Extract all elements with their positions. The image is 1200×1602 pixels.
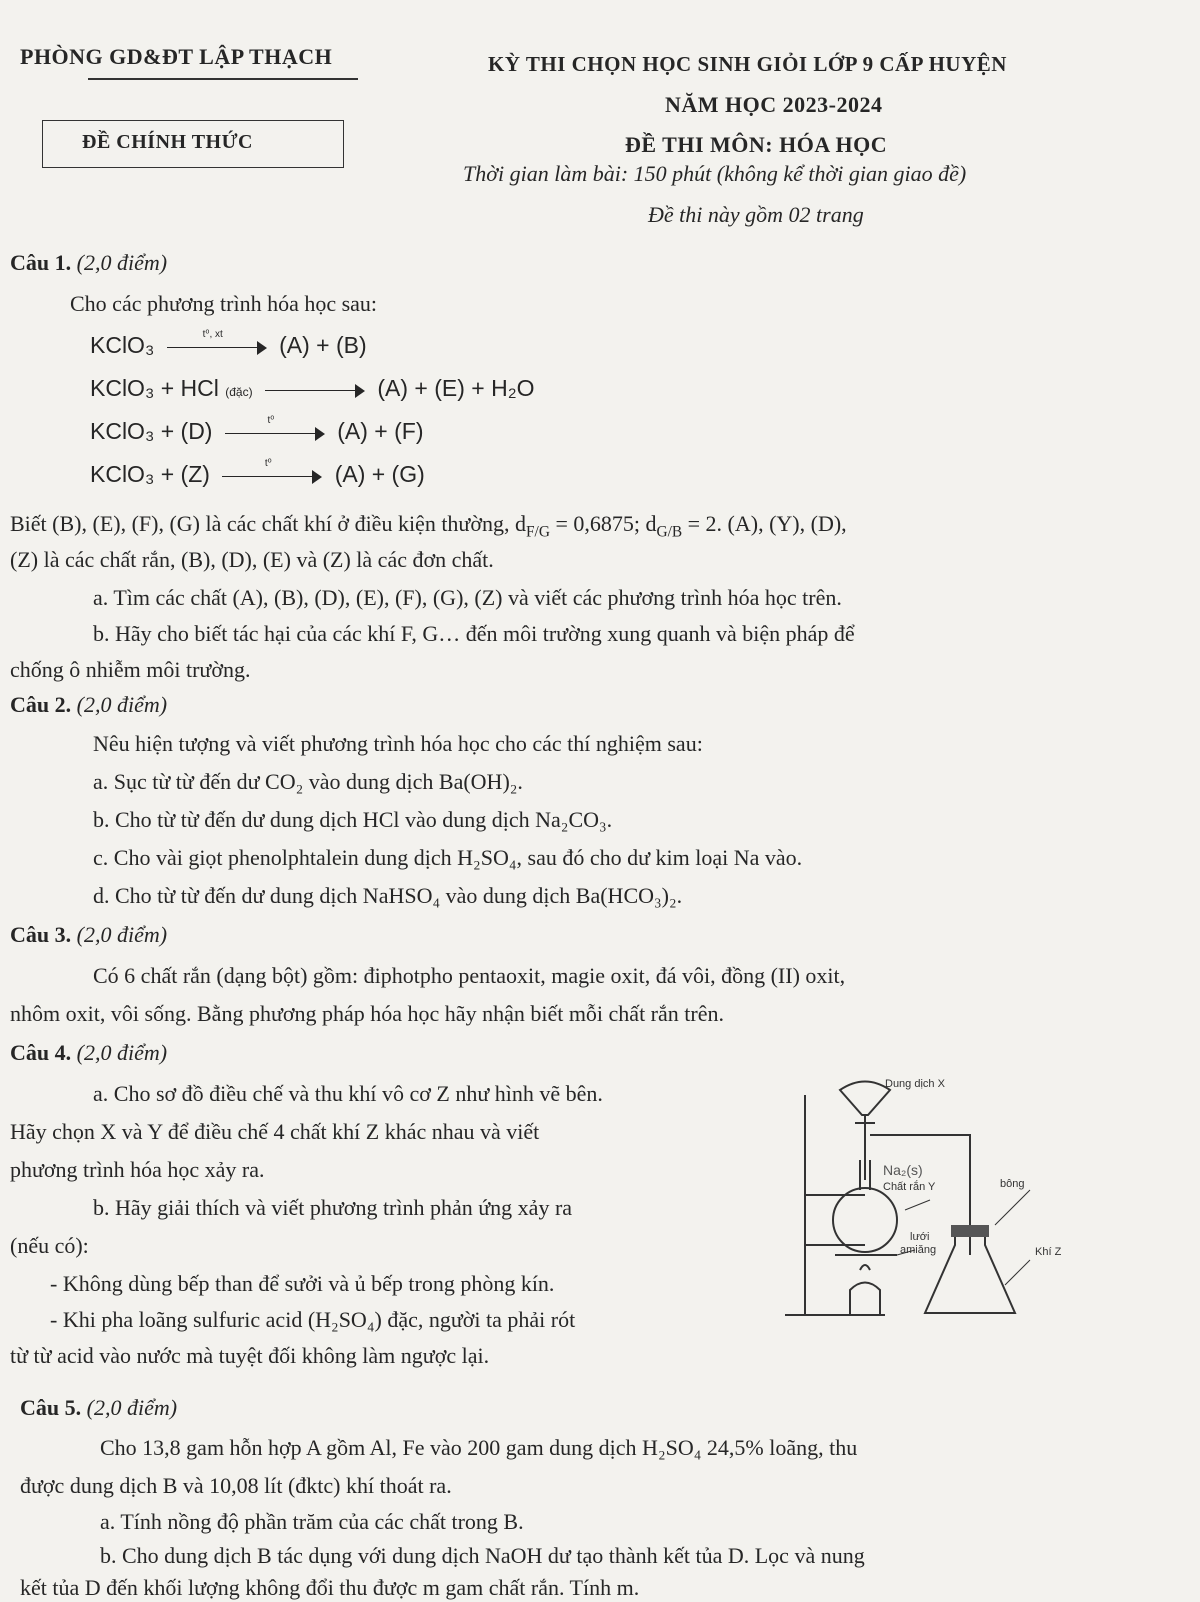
reaction-arrow-icon — [222, 457, 322, 486]
exam-time: Thời gian làm bài: 150 phút (không kể thời gian giao đề) — [463, 161, 967, 186]
density-ratio-gb: G/B — [656, 523, 683, 541]
question-5-part-b: b. Cho dung dịch B tác dụng với dung dịch NaOH dư tạo thành kết tủa D. Lọc và nung — [100, 1543, 865, 1568]
question-1-part-b: b. Hãy cho biết tác hại của các khí F, G… đến môi trường xung quanh và biện pháp để — [93, 621, 855, 646]
question-1-line-1-mid: = 0,6875; d — [549, 511, 657, 536]
label-solid-y: Chất rắn Y — [883, 1181, 936, 1193]
question-4-part-a-line-3: phương trình hóa học xảy ra. — [10, 1157, 265, 1182]
question-1-part-a: a. Tìm các chất (A), (B), (D), (E), (F), (G), (Z) và viết các phương trình hóa học trên. — [93, 585, 842, 610]
density-ratio-fg: F/G — [526, 523, 550, 541]
question-5-part-a: a. Tính nồng độ phần trăm của các chất trong B. — [100, 1509, 524, 1534]
question-1-title: Câu 1. — [10, 250, 72, 275]
question-3-line-1: Có 6 chất rắn (dạng bột) gồm: điphotpho pentaoxit, magie oxit, đá vôi, đồng (II) oxit, — [93, 963, 846, 988]
question-1-line-2: (Z) là các chất rắn, (B), (D), (E) và (Z) là các đơn chất. — [10, 547, 494, 572]
department-name: PHÒNG GD&ĐT LẬP THẠCH — [20, 44, 333, 69]
question-4-points: (2,0 điểm) — [76, 1040, 168, 1065]
question-5-part-b-cont: kết tủa D đến khối lượng không đổi thu được m gam chất rắn. Tính m. — [20, 1575, 640, 1600]
question-4-bullet-2-cont: từ từ acid vào nước mà tuyệt đối không làm ngược lại. — [10, 1343, 490, 1368]
question-5-line-2: được dung dịch B và 10,08 lít (đktc) khí thoát ra. — [20, 1473, 452, 1498]
label-gas-z: Khí Z — [1035, 1246, 1062, 1258]
handwritten-note: Na₂(s) — [883, 1162, 923, 1178]
cotton-plug — [951, 1225, 989, 1237]
equation-3 — [90, 414, 424, 445]
equation-1 — [90, 328, 367, 359]
school-year: NĂM HỌC 2023-2024 — [665, 92, 883, 117]
question-4-title: Câu 4. — [10, 1040, 72, 1065]
question-1-heading — [10, 250, 167, 276]
page-count: Đề thi này gồm 02 trang — [648, 202, 864, 227]
burner-flame — [860, 1265, 870, 1270]
label-gauze: lưới — [910, 1231, 930, 1243]
question-4-heading — [10, 1040, 167, 1066]
question-2-heading — [10, 692, 167, 718]
exam-subject: ĐỀ THI MÔN: HÓA HỌC — [625, 132, 888, 157]
question-2-title: Câu 2. — [10, 692, 72, 717]
question-4-bullet-1: - Không dùng bếp than để sưởi và ủ bếp trong phòng kín. — [50, 1271, 555, 1296]
equation-1-condition: t⁰, xt — [202, 328, 223, 340]
question-1-intro: Cho các phương trình hóa học sau: — [70, 291, 378, 316]
question-3-title: Câu 3. — [10, 922, 72, 947]
question-1-line-1-end: = 2. (A), (Y), (D), — [682, 511, 847, 536]
question-5-points: (2,0 điểm) — [86, 1395, 178, 1420]
question-5-heading — [20, 1395, 177, 1421]
gas-preparation-apparatus-diagram — [765, 1075, 1105, 1330]
burner — [850, 1283, 880, 1316]
dropping-funnel — [840, 1082, 890, 1116]
question-1-line-1-text: Biết (B), (E), (F), (G) là các chất khí ở điều kiện thường, d — [10, 511, 526, 536]
reaction-flask — [833, 1188, 897, 1252]
question-4-bullet-2: - Khi pha loãng sulfuric acid (H₂SO₄) đặc, người ta phải rót — [50, 1307, 576, 1332]
question-2-part-d: d. Cho từ từ đến dư dung dịch NaHSO₄ vào dung dịch Ba(HCO₃)₂. — [93, 883, 683, 908]
equation-2 — [90, 375, 535, 402]
reaction-arrow-icon — [265, 380, 365, 400]
question-1-line-1 — [10, 510, 847, 546]
question-2-intro: Nêu hiện tượng và viết phương trình hóa học cho các thí nghiệm sau: — [93, 731, 703, 756]
equation-3-right: (A) + (F) — [337, 418, 424, 444]
question-3-line-2: nhôm oxit, vôi sống. Bằng phương pháp hóa học hãy nhận biết mỗi chất rắn trên. — [10, 1001, 724, 1026]
equation-4-condition: t⁰ — [264, 457, 272, 469]
equation-3-left: KClO₃ + (D) — [90, 418, 213, 444]
equation-2-left: KClO₃ + HCl — [90, 375, 219, 401]
official-label: ĐỀ CHÍNH THỨC — [82, 131, 253, 153]
question-2-part-c: c. Cho vài giọt phenolphtalein dung dịch H₂SO₄, sau đó cho dư kim loại Na vào. — [93, 845, 803, 870]
question-1-points: (2,0 điểm) — [76, 250, 168, 275]
equation-1-right: (A) + (B) — [279, 332, 367, 358]
equation-4 — [90, 457, 425, 488]
reaction-arrow-icon — [225, 414, 325, 443]
question-1-part-b-cont: chống ô nhiễm môi trường. — [10, 657, 251, 682]
question-5-line-1: Cho 13,8 gam hỗn hợp A gồm Al, Fe vào 200 gam dung dịch H₂SO₄ 24,5% loãng, thu — [100, 1435, 858, 1460]
question-4-part-b-line-2: (nếu có): — [10, 1233, 89, 1258]
question-3-heading — [10, 922, 167, 948]
label-asbestos: amiăng — [900, 1244, 937, 1256]
question-4-part-b-line-1: b. Hãy giải thích và viết phương trình phản ứng xảy ra — [93, 1195, 573, 1220]
equation-4-right: (A) + (G) — [334, 461, 425, 487]
question-4-part-a-line-2: Hãy chọn X và Y để điều chế 4 chất khí Z khác nhau và viết — [10, 1119, 540, 1144]
reaction-arrow-icon — [167, 328, 267, 357]
equation-3-condition: t⁰ — [267, 414, 275, 426]
equation-2-subscript: (đặc) — [225, 385, 253, 399]
label-cotton: bông — [1000, 1178, 1025, 1190]
equation-1-left: KClO₃ — [90, 332, 155, 358]
question-2-points: (2,0 điểm) — [76, 692, 168, 717]
question-4-part-a-line-1: a. Cho sơ đồ điều chế và thu khí vô cơ Z như hình vẽ bên. — [93, 1081, 603, 1106]
equation-4-left: KClO₃ + (Z) — [90, 461, 210, 487]
question-5-title: Câu 5. — [20, 1395, 82, 1420]
label-solution-x: Dung dịch X — [885, 1078, 945, 1090]
exam-title: KỲ THI CHỌN HỌC SINH GIỎI LỚP 9 CẤP HUYỆN — [488, 52, 1007, 76]
question-2-part-a: a. Sục từ từ đến dư CO₂ vào dung dịch Ba(OH)₂. — [93, 769, 523, 794]
equation-2-right: (A) + (E) + H₂O — [377, 375, 535, 401]
header-underline — [88, 78, 358, 80]
question-3-points: (2,0 điểm) — [76, 922, 168, 947]
question-2-part-b: b. Cho từ từ đến dư dung dịch HCl vào dung dịch Na₂CO₃. — [93, 807, 613, 832]
